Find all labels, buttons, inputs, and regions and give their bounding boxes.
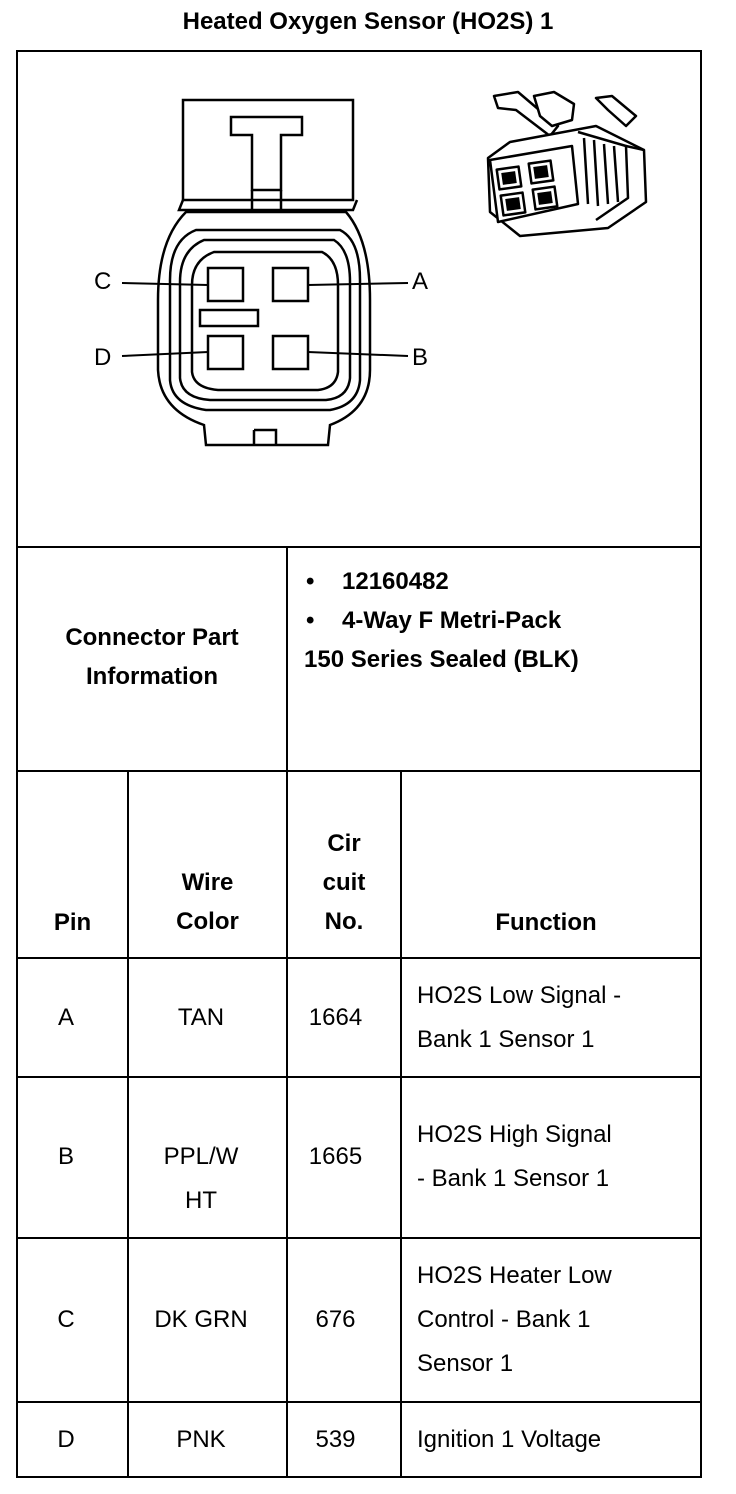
row-d-wire-color: PNK <box>176 1426 226 1453</box>
connector-info-label-line1: Connector Part <box>65 624 239 651</box>
header-wire-color <box>129 863 286 941</box>
row-c-function <box>417 1254 697 1386</box>
connector-info-label-line2: Information <box>86 663 218 690</box>
divider-connector-info <box>16 770 702 772</box>
row-c-wire-color: DK GRN <box>154 1306 248 1333</box>
header-wire-color-line1: Wire <box>181 869 234 896</box>
divider-header <box>16 957 702 959</box>
row-b-function-line1: HO2S High Signal <box>417 1121 612 1148</box>
divider-row-a <box>16 1076 702 1078</box>
row-a-circuit: 1664 <box>308 1004 363 1031</box>
divider-image <box>16 546 702 548</box>
part-number-item <box>304 562 694 601</box>
connector-info-value <box>304 562 694 679</box>
header-circuit <box>288 824 400 941</box>
pin-label-c: C <box>94 268 112 295</box>
pin-label-a: A <box>412 268 429 295</box>
row-a-pin: A <box>57 1004 74 1031</box>
divider-row-b <box>16 1237 702 1239</box>
row-a-function <box>417 974 697 1062</box>
bullet-icon: • <box>306 568 315 595</box>
header-circuit-line2: cuit <box>322 869 366 896</box>
pin-label-d: D <box>94 344 112 371</box>
row-b-function <box>417 1113 697 1201</box>
diagram-title: Heated Oxygen Sensor (HO2S) 1 <box>182 8 554 35</box>
divider-row-c <box>16 1401 702 1403</box>
header-pin: Pin <box>53 909 92 936</box>
row-b-wire-color-line2: HT <box>185 1187 217 1214</box>
row-a-function-line1: HO2S Low Signal - <box>417 982 622 1009</box>
connector-info-label <box>18 618 286 696</box>
header-wire-color-line2: Color <box>176 908 239 935</box>
row-c-circuit: 676 <box>315 1306 356 1333</box>
part-number: 12160482 <box>342 568 449 595</box>
row-c-function-line1: HO2S Heater Low <box>417 1262 612 1289</box>
row-b-pin: B <box>57 1143 74 1170</box>
row-a-function-line2: Bank 1 Sensor 1 <box>417 1026 595 1053</box>
header-function: Function <box>495 909 597 936</box>
row-d-function <box>417 1418 697 1462</box>
header-circuit-line1: Cir <box>327 830 361 857</box>
row-c-function-line3: Sensor 1 <box>417 1350 514 1377</box>
bullet-icon: • <box>306 607 315 634</box>
row-c-pin: C <box>57 1306 75 1333</box>
row-d-pin: D <box>57 1426 75 1453</box>
connector-series: 150 Series Sealed (BLK) <box>304 646 579 673</box>
pin-label-b: B <box>412 344 429 371</box>
row-d-function-line1: Ignition 1 Voltage <box>417 1426 602 1453</box>
row-a-wire-color: TAN <box>177 1004 225 1031</box>
connector-type: 4-Way F Metri-Pack <box>342 607 562 634</box>
row-c-function-line2: Control - Bank 1 <box>417 1306 591 1333</box>
row-b-function-line2: - Bank 1 Sensor 1 <box>417 1165 610 1192</box>
row-d-circuit: 539 <box>315 1426 356 1453</box>
row-b-circuit: 1665 <box>308 1143 363 1170</box>
header-circuit-line3: No. <box>324 908 364 935</box>
row-b-wire-color <box>129 1135 273 1223</box>
col-divider-circuit <box>400 770 402 1478</box>
connector-type-item <box>304 601 694 640</box>
connector-3d-icon <box>476 86 656 246</box>
row-b-wire-color-line1: PPL/W <box>163 1143 239 1170</box>
